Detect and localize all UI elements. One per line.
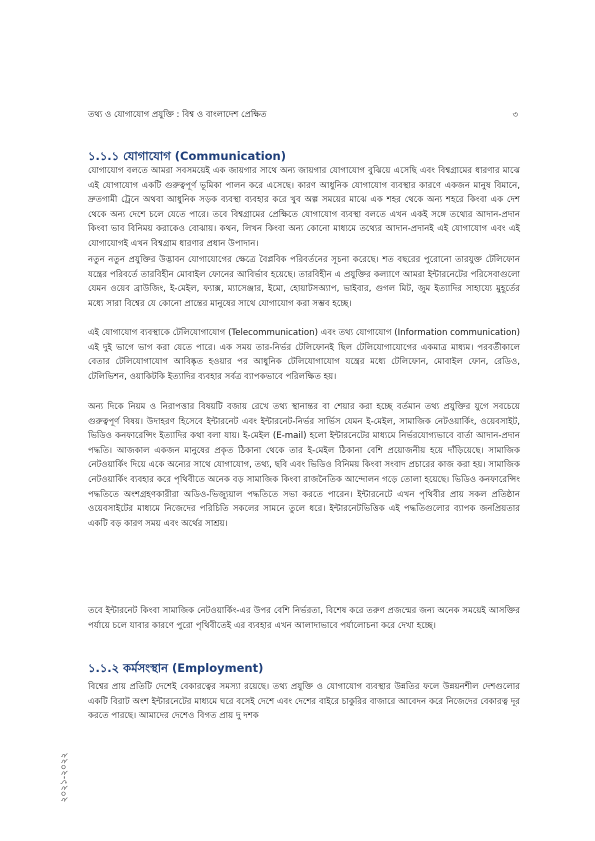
section-english-title: (Communication): [174, 149, 287, 163]
side-margin-year: [54, 740, 68, 820]
paragraph: তবে ইন্টারনেট কিংবা সামাজিক নেটওয়ার্কিং-এর উপর বেশি নির্ভরতা, বিশেষ করে তরুণ প্রজন্মের জন্য অনেক সময়েই আসক্তির পর্যায়ে চলে যাবার কারণে পুরো পৃথিবীতেই এর ব্যবহার এখন আলাদাভাবে পর্যালোচনা করে দেখা হচ্ছে।: [88, 606, 520, 631]
paragraph: যোগাযোগ বলতে আমরা সবসময়েই এক জায়গার সাথে অন্য জায়গার যোগাযোগ বুঝিয়ে এসেছি এবং বিশ্বগ্রামের ধারণার মাঝে এই যোগাযোগ একটি গুরুত্বপূর্ণ ভূমিকা পালন করে এসেছে। কারণ আধুনিক যোগাযোগ ব্যবস্থার কারণে একজন মানুষ বিমানে, দ্রুতগামী ট্রেনে অথবা আধুনিক সড়ক ব্যবস্থা ব্যবহার করে খুব অল্প সময়ের মাঝে এক শহর থেকে অন্য শহরে কিংবা এক দেশ থেকে অন্য দেশে চলে যেতে পারে। তবে বিশ্বগ্রামের প্রেক্ষিতে যোগাযোগ ব্যবস্থা বলতে এখন একই সঙ্গে তথ্যের আদান-প্রদান কিংবা ভাব বিনিময় করাকেও বোঝায়। কথন, লিখন কিংবা অন্য কোনো মাধ্যমে তথ্যের আদান-প্রদানই এই যোগাযোগ এবং এই যোগাযোগই এখন বিশ্বগ্রাম ধারণার প্রধান উপাদান।: [88, 166, 520, 249]
section-heading-employment: [88, 660, 263, 679]
paragraph: এই যোগাযোগ ব্যবস্থাকে টেলিযোগাযোগ (Telecommunication) এবং তথ্য যোগাযোগ (Information communication) এই দুই ভাগে ভাগ করা যেতে পারে। এক সময় তার-নির্ভর টেলিফোনই ছিল টেলিযোগাযোগের একমাত্র মাধ্যম। পরবর্তীকালে বেতার টেলিযোগাযোগ আবিষ্কৃত হওয়ার পর আধুনিক টেলিযোগাযোগ যন্ত্রের মধ্যে টেলিফোন, মোবাইল ফোন, রেডিও, টেলিভিশন, ওয়াকিটকি ইত্যাদির ব্যবহার সর্বত্র ব্যাপকভাবে পরিলক্ষিত হয়।: [88, 328, 520, 382]
section-english-title: (Employment): [171, 661, 264, 675]
running-header: [88, 108, 518, 122]
paragraph: নতুন নতুন প্রযুক্তির উদ্ভাবন যোগাযোগের ক্ষেত্রে বৈপ্লবিক পরিবর্তনের সূচনা করেছে। শত বছরের পুরোনো তারযুক্ত টেলিফোন যন্ত্রের পরিবর্তে তারবিহীন মোবাইল ফোনের আবির্ভাব হয়েছে। তারবিহীন এ প্রযুক্তির কল্যাণে আমরা ইন্টারনেটের পরিসেবাগুলো যেমন ওয়েব ব্রাউজিং, ই-মেইল, ফ্যাক্স, ম্যাসেঞ্জার, ইমো, হোয়াটসঅ্যাপ, ভাইবার, গুগল মিট, জুম ইত্যাদির সাহায্যে মুহূর্তের মধ্যে সারা বিশ্বের যে কোনো প্রান্তের মানুষের সাথে যোগাযোগ করা সম্ভব হচ্ছে।: [88, 255, 520, 309]
paragraph: বিশ্বের প্রায় প্রতিটি দেশেই বেকারত্বের সমস্যা রয়েছে। তথ্য প্রযুক্তি ও যোগাযোগ ব্যবস্থার উন্নতির ফলে উন্নয়নশীল দেশগুলোর একটি বিরাট অংশ ইন্টারনেটের মাধ্যমে ঘরে বসেই দেশে এবং দেশের বাইরে চাকুরির বাজারে আবেদন করে নিজেদের বেকারত্ব দূর করতে পারছে। আমাদের দেশেও বিগত প্রায় দু দশক: [88, 682, 520, 722]
section-number-title: ১.১.১ যোগাযোগ: [88, 149, 171, 163]
section-number-title: ১.১.২ কর্মসংস্থান: [88, 661, 168, 675]
paragraph: অন্য দিকে নিয়ম ও নিরাপত্তার বিষয়টি বজায় রেখে তথ্য স্থানান্তর বা শেয়ার করা হচ্ছে বর্তমান তথ্য প্রযুক্তির যুগে সবচেয়ে গুরুত্বপূর্ণ বিষয়। উদাহরণ হিসেবে ইন্টারনেট এবং ইন্টারনেট-নির্ভর সার্ভিস যেমন ই-মেইল, সামাজিক নেটওয়ার্কিং, ওয়েবসাইট, ভিডিও কনফারেন্সিং ইত্যাদির কথা বলা যায়। ই-মেইল (E-mail) হলো ইন্টারনেটের মাধ্যমে নির্ভরযোগ্যভাবে বার্তা আদান-প্রদান পদ্ধতি। আজকাল একজন মানুষের প্রকৃত ঠিকানা থেকে তার ই-মেইল ঠিকানা বেশি প্রয়োজনীয় হয়ে দাঁড়িয়েছে। সামাজিক নেটওয়ার্কিং দিয়ে একে অন্যের সাথে যোগাযোগ, তথ্য, ছবি এবং ভিডিও বিনিময় কিংবা সংবাদ প্রচারের কাজ করা হয়। সামাজিক নেটওয়ার্কিং ব্যবহার করে পৃথিবীতে অনেক বড় সামাজিক কিংবা রাজনৈতিক আন্দোলন গড়ে তোলা হয়েছে। ভিডিও কনফারেন্সিং পদ্ধতিতে অংশগ্রহণকারীরা অডিও-ভিজ্যুয়াল পদ্ধতিতে সভা করতে পারেন। ইন্টারনেটে এখন পৃথিবীর প্রায় সকল প্রতিষ্ঠান ওয়েবসাইটের মাধ্যমে নিজেদের পরিচিতি সকলের সামনে তুলে ধরে। ইন্টারনেটভিত্তিক এই পদ্ধতিগুলোর ব্যাপক জনপ্রিয়তার একটি বড় কারণ সময় এবং অর্থের সাশ্রয়।: [88, 402, 520, 529]
page-number: ৩: [512, 110, 518, 120]
header-title: তথ্য ও যোগাযোগ প্রযুক্তি : বিশ্ব ও বাংলাদেশ প্রেক্ষিত: [88, 110, 267, 120]
year-label: ২০২১-২০২২: [59, 752, 70, 803]
